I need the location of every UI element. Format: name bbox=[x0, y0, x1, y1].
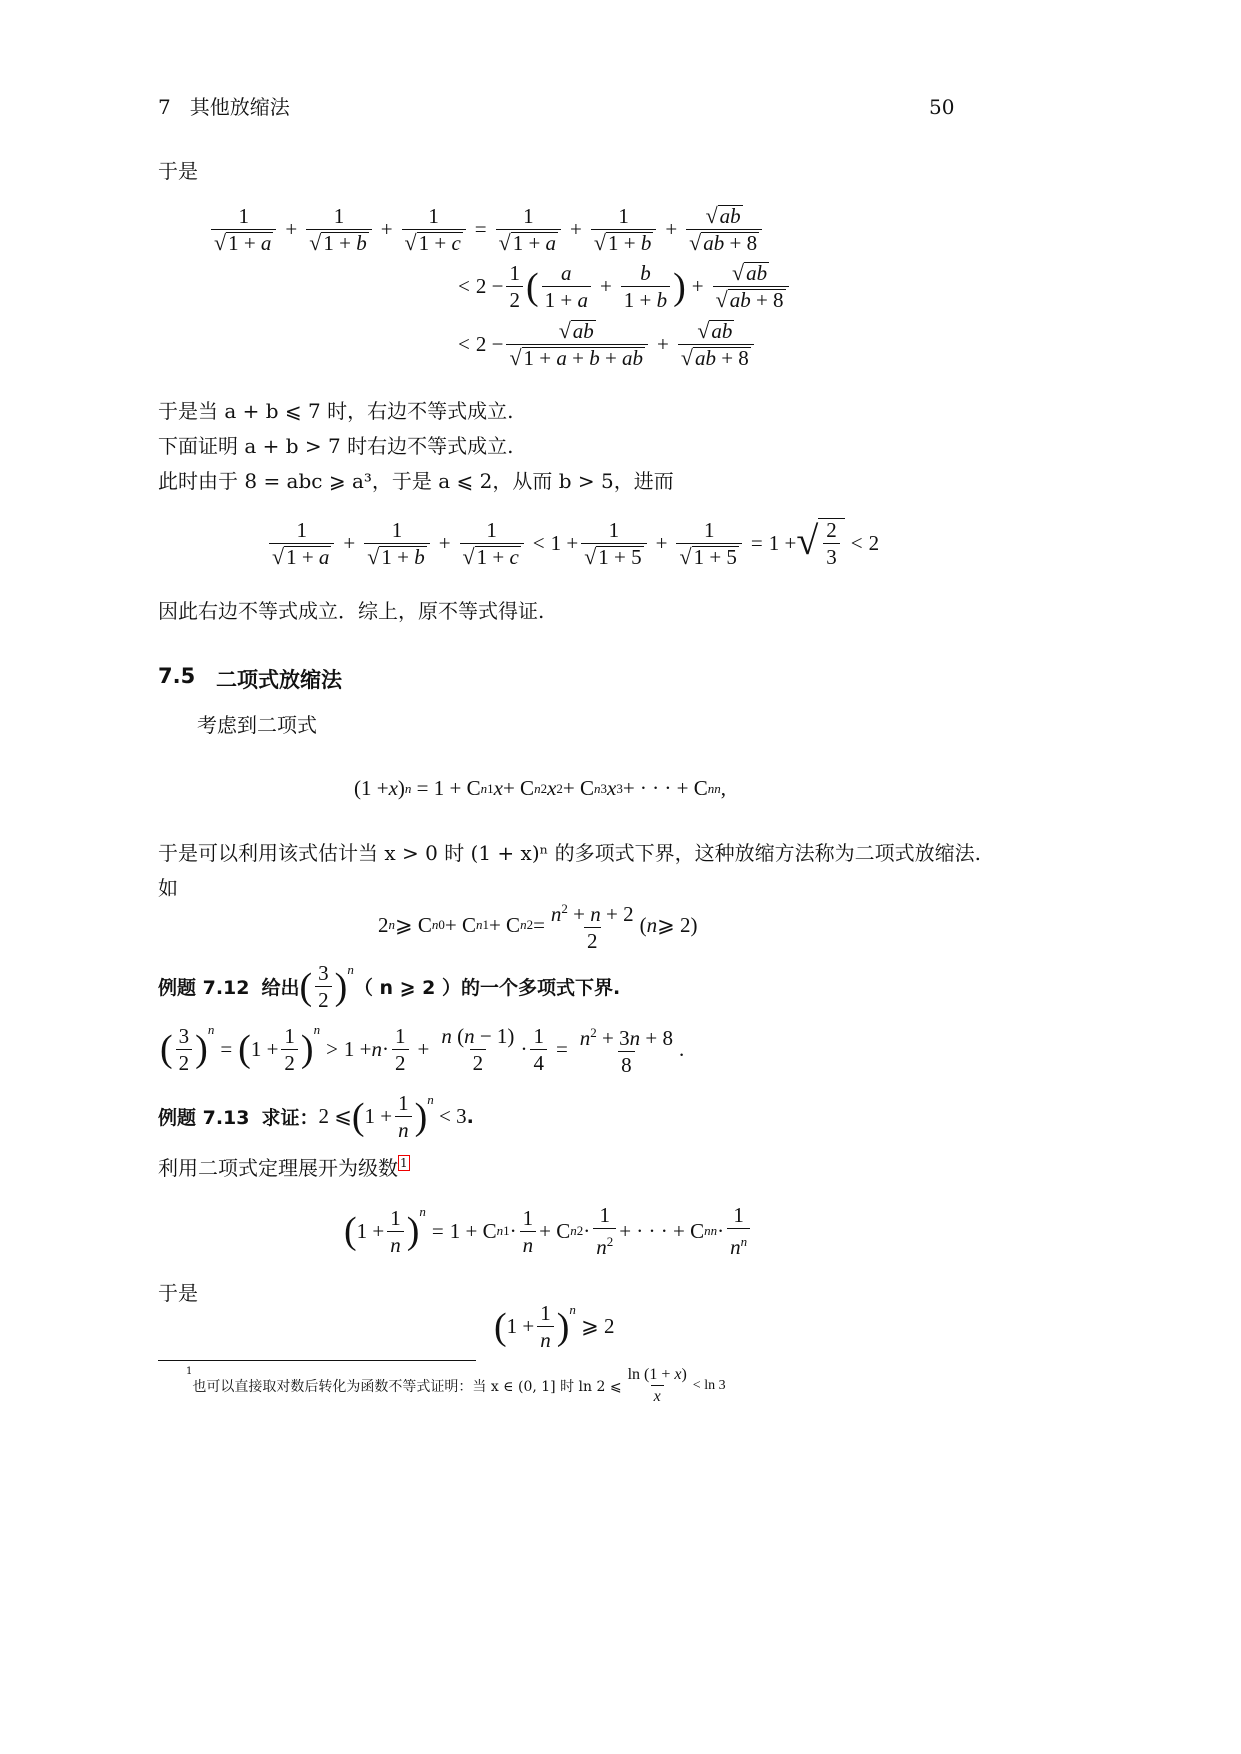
equation-3-2: ( $\frac{3}{2}$ ) $^n$ = ( 1 + $\frac{1}{2}$ ) $^n$ > 1 + n · $\frac{1}{2}$ + $\frac{n (n - 1)}{2}$ · $\frac{1}{4}$ = $\frac{n^2 + 3n + 8}{8}$ . bbox=[160, 1022, 685, 1077]
example-text: 给出 bbox=[261, 977, 300, 999]
footnote-rule bbox=[158, 1360, 476, 1361]
paragraph-series: 利用二项式定理展开为级数 1 bbox=[158, 1156, 408, 1180]
running-header: 7 其他放缩法 bbox=[158, 95, 290, 119]
paragraph-line-d: 因此右边不等式成立．综上，原不等式得证. bbox=[158, 599, 545, 623]
example-label: 例题 7.13 bbox=[158, 1107, 250, 1129]
example-text-2: （ n ⩾ 2 ）的一个多项式下界. bbox=[353, 977, 621, 999]
example-text: 求证： bbox=[261, 1107, 319, 1129]
paragraph-yushi-2: 于是 bbox=[158, 1281, 198, 1305]
section-title: 二项式放缩法 bbox=[216, 668, 342, 692]
paragraph-line-c: 此时由于 8 = abc ⩾ a³，于是 a ⩽ 2，从而 b > 5，进而 bbox=[158, 469, 674, 493]
equation-ge-2: ( 1 + $\frac{1}{n}$ ) $^n$ ⩾ 2 bbox=[494, 1301, 615, 1352]
example-7-13: 例题 7.13 求证： 2 ⩽ ( 1 + $\frac{1}{n}$ ) $^n$ < 3 . bbox=[158, 1091, 474, 1142]
paragraph-consider: 考虑到二项式 bbox=[197, 713, 317, 737]
equation-line-3: < 2 − √ ab √ 1 + a + b + ab + √ ab √ ab + 8 bbox=[452, 320, 757, 369]
paragraph-ru: 如 bbox=[158, 876, 178, 900]
paragraph-yushi-1: 于是 bbox=[158, 159, 198, 183]
example-7-12: 例题 7.12 给出 ( $\frac{3}{2}$ ) $^n$ （ n ⩾ 2 ）的一个多项式下界. bbox=[158, 961, 621, 1012]
equation-2n: 2 n ⩾ C n 0 + C n 1 + C n 2 = $\frac{n^2 + n + 2}{2}$ ( n ⩾ 2) bbox=[378, 901, 698, 953]
paragraph-line-e: 于是可以利用该式估计当 x > 0 时 (1 + x)ⁿ 的多项式下界，这种放缩方法称为二项式放缩法. bbox=[158, 841, 981, 865]
equation-expansion: ( 1 + $\frac{1}{n}$ ) $^n$ = 1 + C n 1 · $\frac{1}{n}$ + C n 2 · $\frac{1}{n^2}$ + · · · + C n n · $\frac{1}{n^n}$ bbox=[344, 1204, 753, 1258]
page-number: 50 bbox=[929, 95, 955, 119]
paragraph-line-a: 于是当 a + b ⩽ 7 时，右边不等式成立. bbox=[158, 399, 514, 423]
example-label: 例题 7.12 bbox=[158, 977, 250, 999]
equation-line-4: 1 √ 1 + a + 1 √ 1 + b + 1 √ 1 + c < 1 + 1 √ 1 + 5 + 1 √ 1 + 5 = 1 + √ $\frac{2}{3}$ < 2 bbox=[266, 518, 879, 568]
footnote: 1 也可以直接取对数后转化为函数不等式证明：当 x ∈ (0, 1] 时 ln 2 ⩽ $\frac{\ln (1 + x)}{x}$ < ln 3 bbox=[186, 1366, 726, 1405]
equation-line-2: < 2 − $\frac{1}{2}$ ( $\frac{a}{1 + a}$ + $\frac{b}{1 + b}$ ) + √ ab √ ab + 8 bbox=[452, 262, 792, 311]
section-number: 7.5 bbox=[158, 664, 196, 688]
paragraph-line-b: 下面证明 a + b > 7 时右边不等式成立. bbox=[158, 434, 514, 458]
footnote-link[interactable]: 1 bbox=[400, 1156, 408, 1170]
equation-line-1: 1 √ 1 + a + 1 √ 1 + b + 1 √ 1 + c = 1 √ 1 + a + 1 √ 1 + b + √ ab √ ab + 8 bbox=[208, 205, 765, 254]
equation-binomial: (1 + x ) n = 1 + C n 1 x + C n 2 x 2 + C n 3 x 3 + · · · + C n n , bbox=[354, 776, 727, 800]
